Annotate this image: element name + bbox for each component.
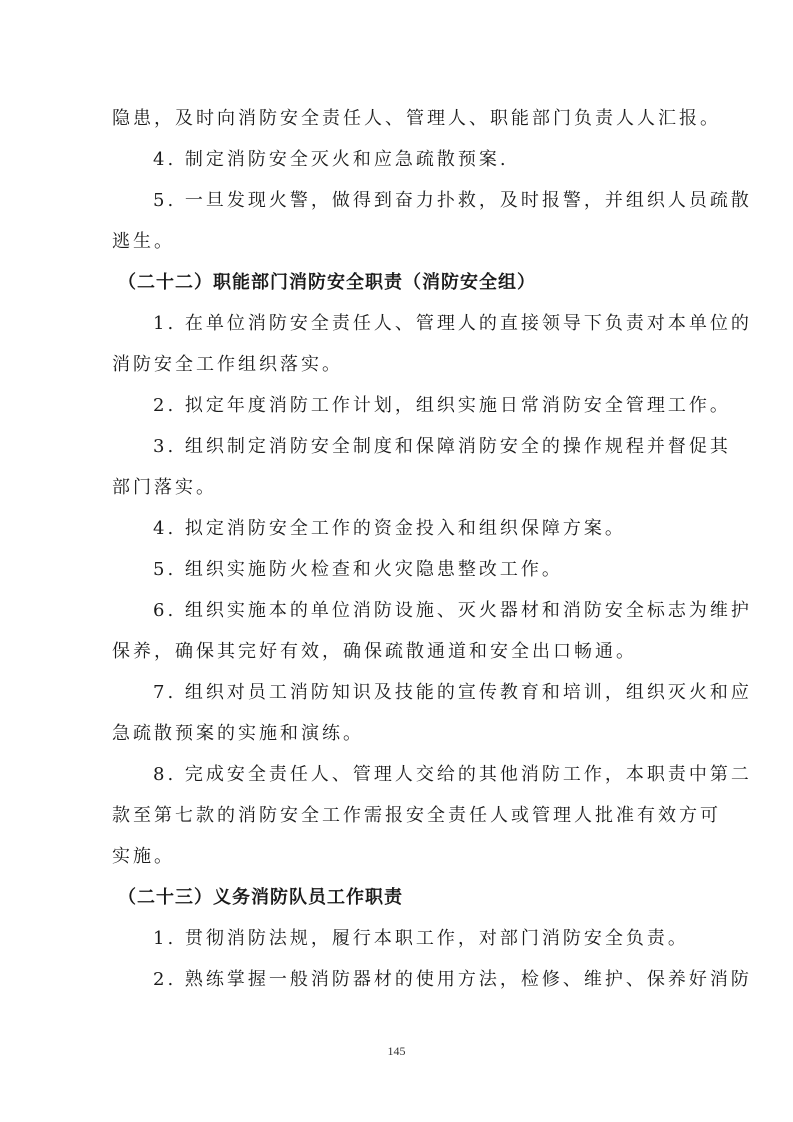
paragraph-line: 急疏散预案的实施和演练。: [112, 723, 364, 744]
section-heading: （二十二）职能部门消防安全职责（消防安全组）: [118, 272, 536, 293]
list-item-line: 1. 贯彻消防法规，履行本职工作，对部门消防安全负责。: [153, 928, 689, 949]
list-item-line: 5. 组织实施防火检查和火灾隐患整改工作。: [153, 559, 563, 580]
list-item-line: 4. 制定消防安全灭火和应急疏散预案.: [153, 149, 509, 170]
document-body: [112, 98, 752, 1000]
paragraph-line: 款至第七款的消防安全工作需报安全责任人或管理人批准有效方可: [112, 805, 721, 826]
paragraph-line: 保养，确保其完好有效，确保疏散通道和安全出口畅通。: [112, 641, 637, 662]
paragraph-line: 部门落实。: [112, 477, 217, 498]
list-item-line: 2. 熟练掌握一般消防器材的使用方法，检修、维护、保养好消防: [153, 969, 752, 990]
paragraph-line: 逃生。: [112, 231, 175, 252]
list-item-line: 1. 在单位消防安全责任人、管理人的直接领导下负责对本单位的: [153, 313, 752, 334]
paragraph-line: 消防安全工作组织落实。: [112, 354, 343, 375]
section-heading: （二十三）义务消防队员工作职责: [118, 887, 403, 908]
list-item-line: 8. 完成安全责任人、管理人交给的其他消防工作，本职责中第二: [153, 764, 752, 785]
paragraph-line: 实施。: [112, 846, 175, 867]
list-item-line: 4. 拟定消防安全工作的资金投入和组织保障方案。: [153, 518, 626, 539]
list-item-line: 2. 拟定年度消防工作计划，组织实施日常消防安全管理工作。: [153, 395, 731, 416]
list-item-line: 3. 组织制定消防安全制度和保障消防安全的操作规程并督促其: [153, 436, 731, 457]
page-number: 145: [387, 1044, 406, 1058]
paragraph-line: 隐患，及时向消防安全责任人、管理人、职能部门负责人人汇报。: [112, 108, 721, 129]
list-item-line: 5. 一旦发现火警，做得到奋力扑救，及时报警，并组织人员疏散: [153, 190, 752, 211]
list-item-line: 6. 组织实施本的单位消防设施、灭火器材和消防安全标志为维护: [153, 600, 752, 621]
list-item-line: 7. 组织对员工消防知识及技能的宣传教育和培训，组织灭火和应: [153, 682, 752, 703]
